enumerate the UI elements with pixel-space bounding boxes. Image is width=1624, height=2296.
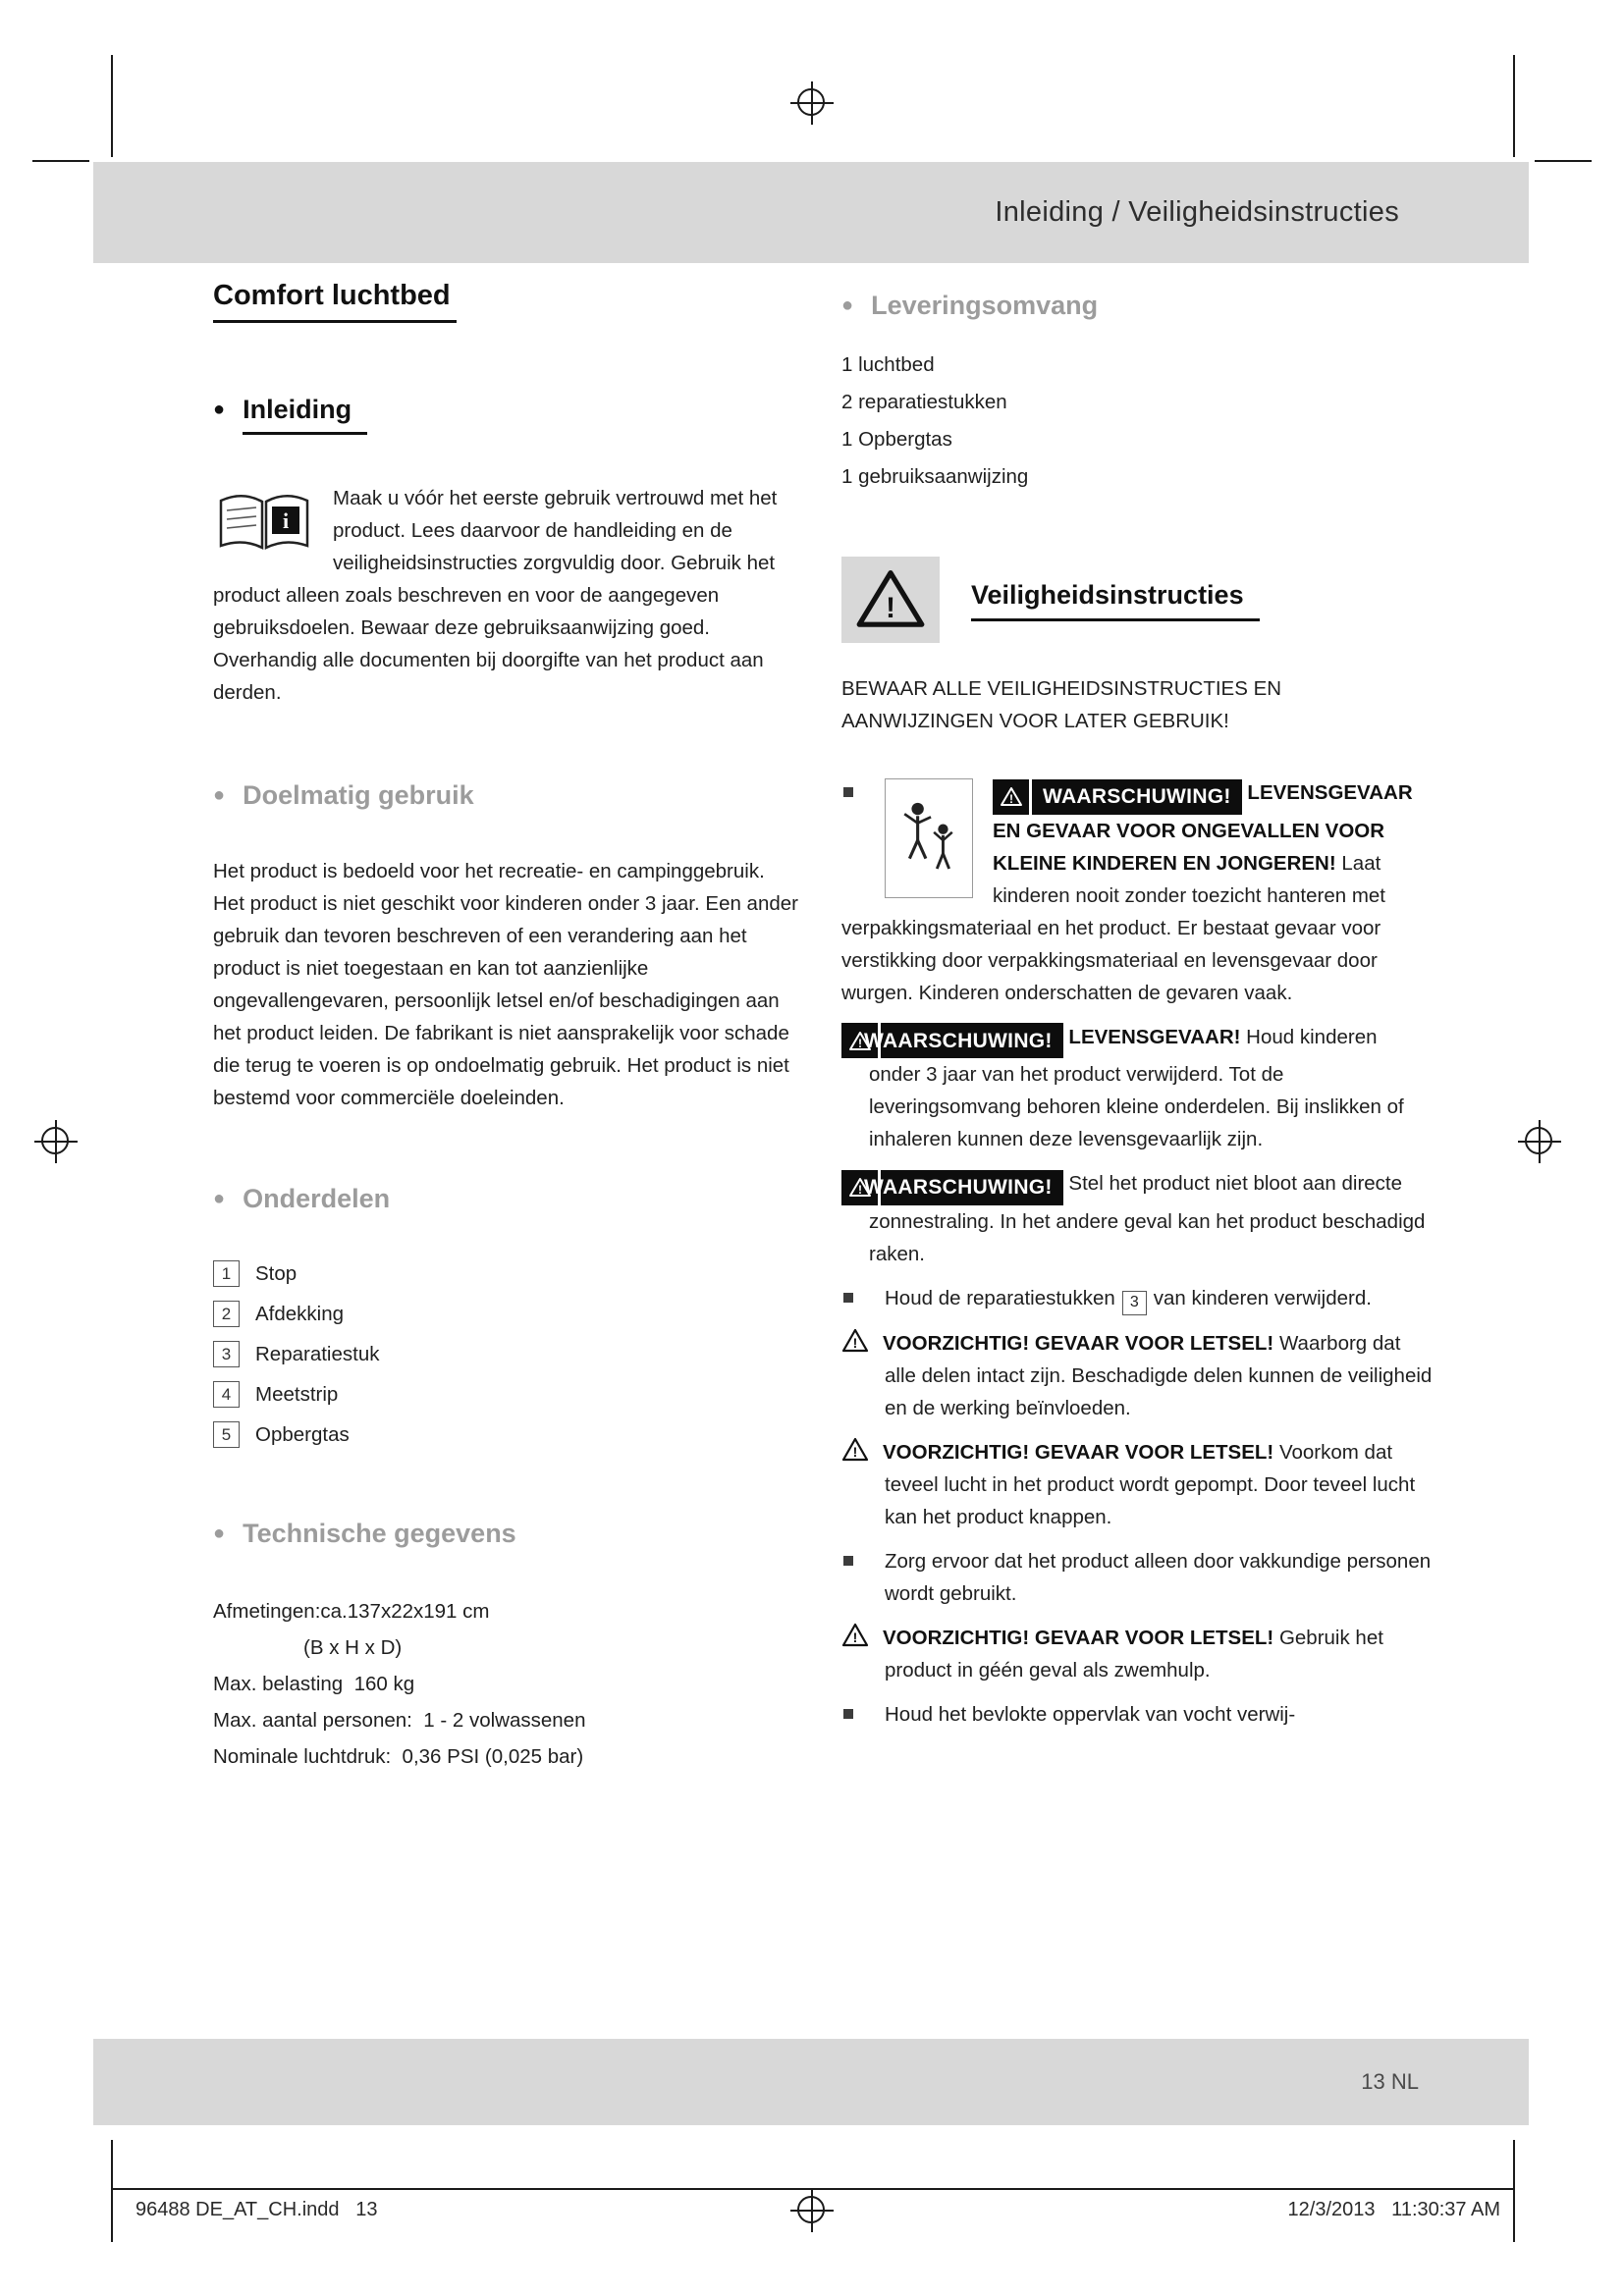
children-hazard-icon: [885, 778, 973, 898]
tech-row-max-persons: Max. aantal personen: 1 - 2 volwassenen: [213, 1708, 586, 1732]
square-bullet-icon: [843, 787, 853, 797]
tech-row-dimension-key: (B x H x D): [303, 1635, 403, 1659]
section-heading-onderdelen: ● Onderdelen: [213, 1183, 391, 1213]
part-number-box: 2: [213, 1301, 240, 1327]
warning-children-block: [841, 776, 1433, 1009]
delivery-item: 1 luchtbed: [841, 353, 935, 377]
header-band: [93, 162, 1529, 263]
svg-text:!: !: [886, 592, 895, 625]
warning-label: [841, 1170, 1063, 1205]
book-info-icon-svg: [213, 486, 315, 564]
safety-section-header: [841, 557, 1433, 643]
technical-data: [213, 1593, 800, 1775]
tech-row-dimensions: Afmetingen:ca.137x22x191 cm: [213, 1599, 490, 1623]
section-bullet-icon: ●: [213, 1522, 226, 1545]
part-number-box: 3: [213, 1341, 240, 1367]
page-number: 13 NL: [1361, 2069, 1419, 2094]
section-bullet-icon: ●: [213, 1187, 226, 1209]
footer-band: [93, 2039, 1529, 2125]
caution-intact-parts: [841, 1327, 1433, 1424]
parts-list-item: [213, 1418, 800, 1451]
warning-body-text: Houd kinderen onder 3 jaar van het product verwijderd. Tot de leveringsomvang behoren kleine onderdelen. Bij inslikken of inhaleren kunnen deze levensgevaarlijk zijn.: [869, 1025, 1404, 1151]
crop-mark-top-right: [1513, 55, 1515, 157]
warning-bold-text: LEVENSGEVAAR!: [1068, 1025, 1241, 1048]
caution-triangle-icon: [841, 1437, 869, 1462]
parts-list: [213, 1257, 800, 1451]
document-title: Comfort luchtbed: [213, 280, 800, 323]
section-bullet-icon: ●: [841, 294, 854, 316]
section-heading-leveringsomvang: ● Leveringsomvang: [841, 291, 1099, 320]
section-heading-technische-gegevens: ● Technische gegevens: [213, 1519, 516, 1549]
children-hazard-svg: [898, 793, 959, 883]
section-heading-doelmatig-gebruik: ● Doelmatig gebruik: [213, 780, 474, 811]
book-info-icon: [213, 486, 315, 564]
left-column: [213, 280, 800, 1775]
warning-sunlight-block: [841, 1167, 1433, 1270]
page-header-title: Inleiding / Veiligheidsinstructies: [995, 196, 1399, 228]
svg-text:!: !: [852, 1443, 858, 1460]
warning-triangle-svg: [854, 567, 927, 632]
right-column: [841, 280, 1433, 1731]
registration-mark-top: [790, 81, 834, 125]
section-bullet-icon: ●: [213, 399, 226, 420]
warning-label-text: WAARSCHUWING!: [864, 1176, 1053, 1200]
part-number-box: 5: [213, 1421, 240, 1448]
warning-label-text: WAARSCHUWING!: [864, 1029, 1053, 1052]
delivery-item: 1 Opbergtas: [841, 428, 952, 452]
bullet-text-post: van kinderen verwijderd.: [1153, 1286, 1372, 1309]
caution-body-text: Waarborg dat alle delen intact zijn. Beschadigde delen kunnen de veiligheid en de werking beïnvloeden.: [885, 1331, 1433, 1419]
part-label: Opbergtas: [255, 1423, 350, 1447]
crop-mark-left-horizontal: [32, 160, 89, 162]
section-heading-inleiding: ● Inleiding: [213, 394, 800, 435]
registration-mark-bottom: [790, 2189, 834, 2232]
crop-mark-bottom-left: [111, 2140, 113, 2242]
registration-mark-left: [34, 1120, 78, 1163]
part-reference-box: 3: [1122, 1291, 1147, 1315]
part-label: Meetstrip: [255, 1383, 339, 1407]
parts-list-item: [213, 1298, 800, 1330]
svg-text:!: !: [852, 1629, 858, 1645]
intro-paragraph: Maak u vóór het eerste gebruik vertrouwd met het product. Lees daarvoor de handleiding en de veiligheidsinstructies zorgvuldig door. Gebruik het product alleen zoals beschreven en voor de aangegeven gebruiksdoelen. Bewaar deze gebruiksaanwijzing goed. Overhandig alle documenten bij doorgifte van het product aan derden.: [213, 487, 778, 705]
intended-use-paragraph: Het product is bedoeld voor het recreatie- en campinggebruik. Het product is niet geschikt voor kinderen onder 3 jaar. Een ander gebruik dan tevoren beschreven of een verandering aan het product is niet toegestaan en kan tot aanzienlijke ongevallengevaren, persoonlijk letsel en/of beschadigingen aan het product leiden. De fabrikant is niet aansprakelijk voor schade die terug te voeren is op ondoelmatig gebruik. Het product is niet bestemd voor commerciële doeleinden.: [213, 859, 798, 1109]
bullet-qualified-use: Zorg ervoor dat het product alleen door vakkundige personen wordt gebruikt.: [841, 1545, 1433, 1610]
part-label: Reparatiestuk: [255, 1343, 380, 1366]
part-label: Stop: [255, 1262, 298, 1286]
parts-list-item: [213, 1378, 800, 1411]
keep-instructions-paragraph: BEWAAR ALLE VEILIGHEIDSINSTRUCTIES EN AANWIJZINGEN VOOR LATER GEBRUIK!: [841, 677, 1282, 733]
delivery-item: 1 gebruiksaanwijzing: [841, 465, 1029, 489]
warning-label: [993, 779, 1242, 815]
part-number-box: 4: [213, 1381, 240, 1408]
warning-body-text: Stel het product niet bloot aan directe zonnestraling. In het andere geval kan het product beschadigd raken.: [869, 1172, 1426, 1265]
tech-row-max-load: Max. belasting 160 kg: [213, 1672, 415, 1695]
caution-bold-text: VOORZICHTIG! GEVAAR VOOR LETSEL!: [883, 1626, 1274, 1649]
warning-label-text: WAARSCHUWING!: [1043, 785, 1231, 809]
slug-timestamp: 12/3/2013 11:30:37 AM: [1287, 2199, 1500, 2220]
delivery-contents-list: [841, 347, 1433, 496]
crop-mark-bottom-right: [1513, 2140, 1515, 2242]
svg-text:!: !: [857, 1036, 862, 1050]
warning-label-triangle-icon: [993, 779, 1032, 815]
caution-triangle-icon: [841, 1328, 869, 1353]
crop-mark-top-left: [111, 55, 113, 157]
crop-mark-right-horizontal: [1535, 160, 1592, 162]
bullet-repair-patches: [841, 1282, 1433, 1315]
caution-triangle-icon: [841, 1623, 869, 1647]
registration-mark-right: [1518, 1120, 1561, 1163]
bullet-flocked-surface: Houd het bevlokte oppervlak van vocht verwij-: [841, 1698, 1433, 1731]
warning-triangle-icon: [841, 557, 940, 643]
section-heading-veiligheidsinstructies: Veiligheidsinstructies: [971, 579, 1260, 620]
parts-list-item: [213, 1257, 800, 1290]
svg-text:!: !: [857, 1183, 862, 1198]
part-number-box: 1: [213, 1260, 240, 1287]
caution-swimming-aid: [841, 1622, 1433, 1686]
caution-body-text: Gebruik het product in géén geval als zwemhulp.: [885, 1626, 1383, 1682]
warning-lifedanger-block: [841, 1021, 1433, 1156]
intro-section: [213, 482, 800, 709]
caution-bold-text: VOORZICHTIG! GEVAAR VOOR LETSEL!: [883, 1331, 1274, 1355]
parts-list-item: [213, 1338, 800, 1370]
warning-bold-text: LEVENSGEVAAR EN GEVAAR VOOR ONGEVALLEN VOOR KLEINE KINDEREN EN JONGEREN!: [993, 781, 1413, 875]
svg-text:!: !: [852, 1334, 858, 1351]
delivery-item: 2 reparatiestukken: [841, 391, 1007, 414]
bullet-text-pre: Houd de reparatiestukken: [885, 1286, 1115, 1309]
section-bullet-icon: ●: [213, 784, 226, 807]
slug-filename: 96488 DE_AT_CH.indd 13: [135, 2199, 378, 2220]
caution-body-text: Voorkom dat teveel lucht in het product wordt gepompt. Door teveel lucht kan het product knappen.: [885, 1440, 1416, 1528]
caution-bold-text: VOORZICHTIG! GEVAAR VOOR LETSEL!: [883, 1440, 1274, 1464]
warning-label: [841, 1023, 1063, 1058]
svg-text:!: !: [1008, 792, 1013, 807]
svg-text:i: i: [282, 508, 290, 534]
tech-row-pressure: Nominale luchtdruk: 0,36 PSI (0,025 bar): [213, 1744, 584, 1768]
warning-body-text: Laat kinderen nooit zonder toezicht hanteren met verpakkingsmateriaal en het product. Er bestaat gevaar voor verstikking door verpakkingsmateriaal en levensgevaar door wurgen. Kinderen onderschatten de gevaren vaak.: [841, 851, 1386, 1004]
caution-overinflation: [841, 1436, 1433, 1533]
part-label: Afdekking: [255, 1303, 345, 1326]
